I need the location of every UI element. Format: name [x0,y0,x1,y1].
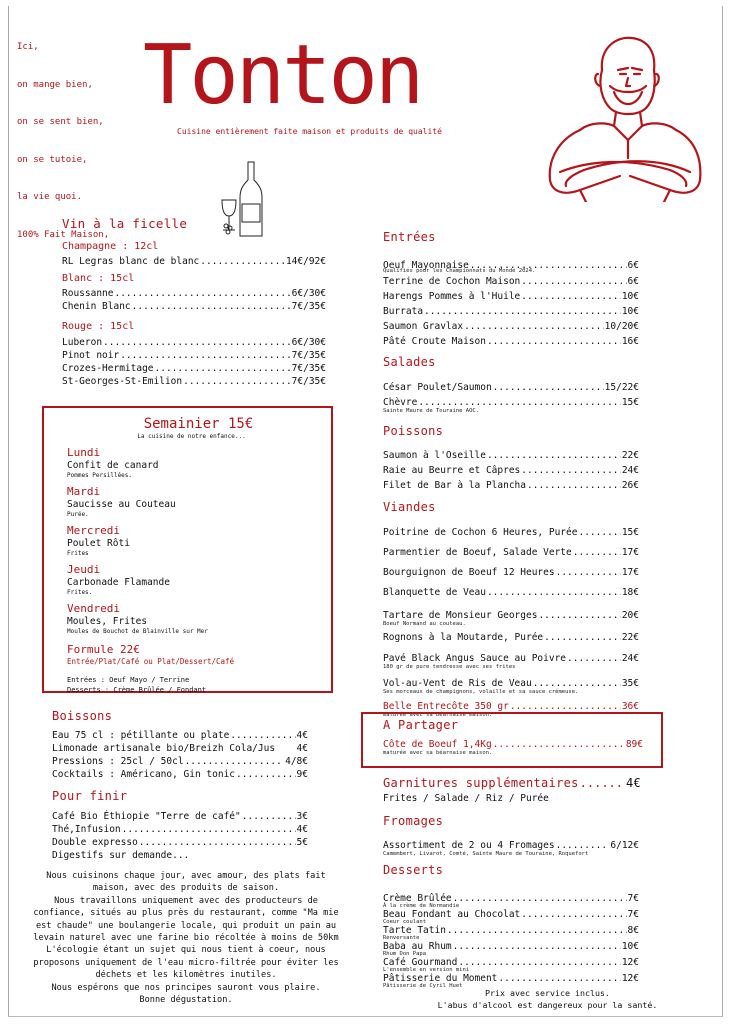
menu-note: À la crème de Normandie [383,903,460,909]
menu-row: César Poulet/Saumon ..... 15/22€ [383,381,639,394]
menu-row: St-Georges-St-Emilion ..... 7€/35€ [62,375,326,388]
menu-row: Eau 75 cl : pétillante ou plate ..... 4€ [52,729,308,742]
paragraph-line: Nous travaillons uniquement avec des producteurs de [54,895,318,906]
day-entry [67,446,331,479]
day-entry [67,485,331,518]
menu-note: maturée avec sa béarnaise maison. [383,750,493,756]
menu-note: Boeuf Normand au couteau. [383,621,466,627]
restaurant-title: Tonton [143,28,422,123]
day-dish: Confit de canard [67,460,159,471]
day-dish: Saucisse au Couteau [67,499,176,510]
menu-row: Parmentier de Boeuf, Salade Verte ..... 17€ [383,543,639,563]
poissons-section [383,424,639,492]
day-entry [67,563,331,596]
garnitures-section [383,776,641,805]
menu-row: Baba au Rhum ..... 10€ [383,942,639,952]
menu-row: Harengs Pommes à l'Huile ..... 10€ [383,290,639,303]
menu-row: Assortiment de 2 ou 4 Fromages ..... 6/12€ [383,839,639,852]
tagline-line: on se sent bien, [17,117,104,127]
formule-desc: Entrée/Plat/Café ou Plat/Dessert/Café [67,657,235,666]
tagline-line: Ici, [17,42,39,52]
menu-row-special: Belle Entrecôte 350 gr ..... 36€ [383,700,639,713]
day-dish: Poulet Rôti [67,538,130,549]
menu-row: Saumon Gravlax ..... 10/20€ [383,320,639,333]
viandes-heading: Viandes [383,500,436,514]
formule-title: Formule 22€ [67,643,140,656]
paragraph-line: Nous cuisinons chaque jour, avec amour, des plats fait [46,871,326,881]
menu-note: Rhum Don Papa [383,951,427,957]
menu-row: Bourguignon de Boeuf 12 Heures ..... 17€ [383,563,639,583]
menu-note: Qualifiés pour les Championnats du Monde 2024. [383,268,536,274]
paragraph-line: levain naturel avec une farine bio récoltée à moins de 50km [33,933,339,944]
paragraph-line: Nous espérons que nos principes sauront vous plaire. [51,982,321,993]
menu-row: Chèvre ..... 15€ [383,396,639,409]
semainier-days [44,446,331,695]
blanc-label: Blanc : 15cl [62,273,135,284]
tagline-line: on mange bien, [17,79,93,90]
paragraph-line: déchets et les kilomètres inutiles. [95,970,277,981]
entrees-heading: Entrées [383,230,436,244]
semainier-title: Semainier 15€ [143,416,254,432]
menu-row: Pâtisserie du Moment ..... 12€ [383,974,639,984]
menu-row: Pressions : 25cl / 50cl ..... 4/8€ [52,755,308,768]
formule-entrees: Entrées : Oeuf Mayo / Terrine [67,676,190,684]
menu-row: Filet de Bar à la Plancha ..... 26€ [383,479,639,492]
a-partager-box [361,712,663,768]
desserts-heading: Desserts [383,863,444,877]
day-entry [67,524,331,557]
menu-row: Pâté Croute Maison ..... 16€ [383,335,639,348]
garnitures-heading-row: Garnitures supplémentaires ..... 4€ [383,776,641,791]
footer-line: Prix avec service inclus. [485,988,610,998]
fromages-heading: Fromages [383,814,444,828]
digestifs-text: Digestifs sur demande... [52,850,190,861]
tagline-line: on se tutoie, [17,154,88,165]
day-label: Lundi [67,446,101,459]
menu-row: Crozes-Hermitage ..... 7€/35€ [62,362,326,375]
champagne-label: Champagne : 12cl [62,241,159,252]
semainier-subtitle: La cuisine de notre enfance... [137,433,246,440]
garnitures-items: Frites / Salade / Riz / Purée [383,793,549,804]
paragraph-line: confiance, situés au plus près du restaurant, comme "Ma mie [33,908,339,919]
pour-finir-heading: Pour finir [52,789,128,803]
chef-illustration-icon [540,30,705,202]
menu-note: Renversante [383,935,420,941]
menu-row: Tartare de Monsieur Georges ..... 20€ [383,609,639,622]
wine-heading: Vin à la ficelle [62,216,188,231]
boissons-heading: Boissons [52,709,113,723]
menu-note: L'ensemble en version mini [383,967,470,973]
day-dish: Carbonade Flamande [67,577,170,588]
day-entry [67,602,331,635]
viandes-section [383,500,639,719]
pour-finir-section [52,789,308,862]
menu-row: Tarte Tatin ..... 8€ [383,926,639,936]
entrees-section [383,230,639,348]
paragraph-line: maison, avec des produits de saison. [92,883,280,894]
menu-row: Café Bio Éthiopie "Terre de café" ..... 3€ [52,810,308,823]
footer [375,987,720,1011]
menu-row: Limonade artisanale bio/Breizh Cola/Jus 4€ [52,743,308,754]
menu-row: Rognons à la Moutarde, Purée ..... 22€ [383,631,639,644]
paragraph-line: L'écologie étant un sujet qui nous tient à coeur, nous [46,945,326,956]
desserts-section [383,863,639,990]
menu-row: Café Gourmand ..... 12€ [383,958,639,968]
day-note: Frites. [67,589,93,596]
philosophy-paragraph [18,870,354,1006]
menu-row: Roussanne ..... 6€/30€ [62,287,326,300]
day-note: Purée. [67,511,89,518]
menu-note: Camembert, Livarot, Comté, Sainte Maure de Touraine, Roquefort [383,851,589,857]
footer-line: L'abus d'alcool est dangereux pour la santé. [437,1000,658,1010]
menu-row: Vol-au-Vent de Ris de Veau ..... 35€ [383,677,639,690]
menu-row: Pavé Black Angus Sauce au Poivre ..... 24€ [383,652,639,665]
semainier-box [42,406,333,693]
menu-note: maturée avec sa béarnaise maison. [383,712,493,718]
menu-note: Ses morceaux de champignons, volaille et sa sauce crémeuse. [383,689,579,695]
menu-row: Raie au Beurre et Câpres ..... 24€ [383,464,639,477]
menu-row: Chenin Blanc ..... 7€/35€ [62,300,326,313]
day-note: Frites [67,550,89,557]
formule-desserts: Desserts : Crème Brûlée / Fondant [67,686,207,694]
menu-note: 180 gr de pure tendresse avec ses frites [383,664,516,670]
wine-section [62,216,326,388]
paragraph-line: proposons uniquement de l'eau micro-filtrée pour éviter les [33,957,339,968]
menu-row: Luberon ..... 6€/30€ [62,336,326,349]
menu-row: Double expresso ..... 5€ [52,836,308,849]
day-label: Mardi [67,485,101,498]
menu-row: Oeuf Mayonnaise ..... 6€ [383,261,639,271]
rouge-label: Rouge : 15cl [62,321,135,332]
restaurant-subtitle: Cuisine entièrement faite maison et produits de qualité [177,127,442,136]
menu-note: Coeur coulant [383,919,427,925]
menu-row: Côte de Boeuf 1,4Kg ..... 89€ [383,738,643,751]
poissons-heading: Poissons [383,424,444,438]
menu-row: Thé,Infusion ..... 4€ [52,823,308,836]
menu-row: Burrata ..... 10€ [383,305,639,318]
menu-note: Sainte Maure de Touraine AOC. [383,408,480,414]
day-note: Pommes Persillées. [67,472,133,479]
menu-row: Blanquette de Veau ..... 18€ [383,583,639,603]
day-label: Mercredi [67,524,120,537]
a-partager-heading: A Partager [383,718,459,732]
menu-row: Pinot noir ..... 7€/35€ [62,349,326,362]
menu-row: Terrine de Cochon Maison ..... 6€ [383,275,639,288]
menu-row: Crème Brûlée ..... 7€ [383,894,639,904]
boissons-section [52,709,308,781]
menu-row: Saumon à l'Oseille ..... 22€ [383,449,639,462]
fromages-section [383,814,639,858]
day-dish: Moules, Frites [67,616,148,627]
tagline-line: la vie quoi. [17,192,83,202]
day-label: Vendredi [67,602,120,615]
menu-note: Pâtisserie de Cyril Huet [383,983,463,989]
salades-section [383,355,639,415]
day-note: Moules de Bouchot de Blainville sur Mer [67,628,208,635]
menu-row: Beau Fondant au Chocolat ..... 7€ [383,910,639,920]
tagline-line: 100% Fait Maison, [17,229,110,240]
salades-heading: Salades [383,355,436,369]
menu-row: RL Legras blanc de blanc ..... 14€/92€ [62,255,326,268]
day-label: Jeudi [67,563,101,576]
menu-row: Cocktails : Américano, Gin tonic ..... 9€ [52,768,308,781]
paragraph-line: Bonne dégustation. [139,995,233,1006]
paragraph-line: est chaude" une boulangerie locale, qui produit un pain au [35,920,337,931]
menu-row: Poitrine de Cochon 6 Heures, Purée ..... 15€ [383,523,639,543]
